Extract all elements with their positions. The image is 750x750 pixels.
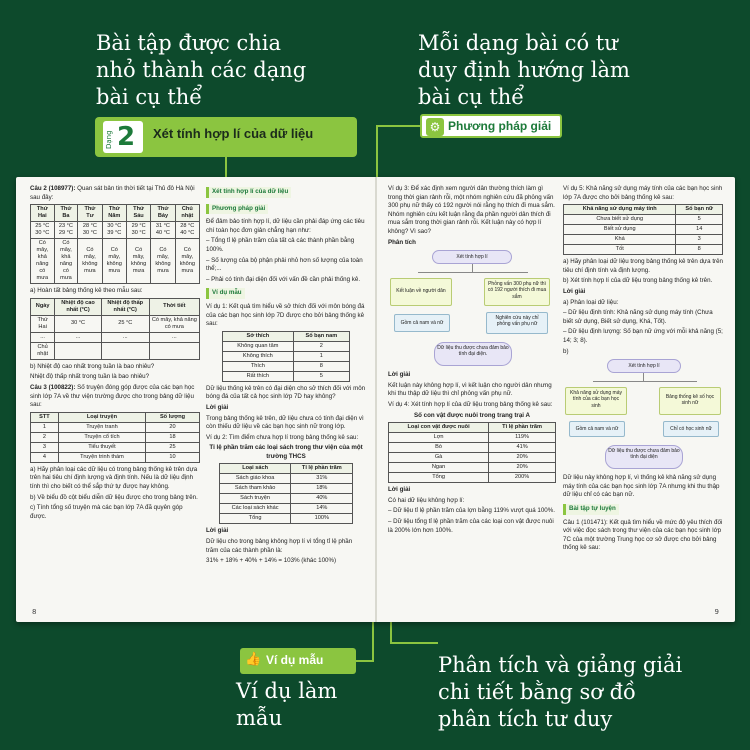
table-cell: 28 °C 30 °C bbox=[78, 222, 102, 239]
diagram-node: Nghiên cứu này chỉ phỏng vấn phụ nữ bbox=[486, 312, 548, 334]
connector-method-h bbox=[376, 125, 420, 127]
question-text: Quan sát bản tin thời tiết tại Thủ đô Hà Nội sau đây: bbox=[30, 185, 195, 201]
table-cell: Biết sử dụng bbox=[564, 225, 676, 235]
table-cell: Thứ Hai bbox=[31, 315, 55, 332]
method-label-box bbox=[420, 114, 562, 138]
question-title: Câu 3 (100822): bbox=[30, 383, 76, 391]
table-cell: 25 °C 30 °C bbox=[31, 222, 55, 239]
table-cell: Tốt bbox=[564, 245, 676, 255]
table-cell: Truyện tranh bbox=[58, 422, 145, 432]
table-cell: 25 °C bbox=[101, 315, 149, 332]
table-cell: 41% bbox=[489, 443, 556, 453]
connector-analysis-h bbox=[390, 642, 438, 644]
table-cell bbox=[101, 342, 149, 359]
paragraph: Nhiệt độ thấp nhất trong tuần là bao nhiêu? bbox=[30, 373, 150, 381]
table-cell: Ngan bbox=[389, 463, 489, 473]
mini-banner: Xét tính hợp lí của dữ liệu bbox=[206, 187, 291, 198]
question-title: Câu 2 (108977): bbox=[30, 185, 76, 192]
paragraph: Kết luận này không hợp lí, vì kết luận cho người dân nhưng khi thu thập dữ liệu thì chỉ phỏng vấn phụ nữ. bbox=[388, 381, 552, 398]
table-cell: 40% bbox=[291, 494, 353, 504]
table-cell: Có mây, không mưa bbox=[175, 239, 199, 284]
table-cell: 1 bbox=[293, 351, 349, 361]
method-heading: Phương pháp giải bbox=[206, 204, 268, 215]
paragraph: a) Hãy phân loại dữ liệu trong bảng thống kê trên dựa trên tiêu chí định tính và định lượng. bbox=[563, 258, 723, 274]
table-cell: Số lượng bbox=[146, 412, 200, 422]
table-cell: Nhiệt độ thấp nhất (°C) bbox=[101, 298, 149, 315]
paragraph: Ví dụ 5: Khả năng sử dụng máy tính của các bạn học sinh lớp 7A được cho bởi bảng thống kê sau: bbox=[563, 185, 723, 201]
book-spread bbox=[16, 177, 735, 622]
table-cell: 5 bbox=[293, 371, 349, 381]
table-cell: Rất thích bbox=[223, 371, 294, 381]
paragraph: a) Hoàn tất bảng thống kê theo mẫu sau: bbox=[30, 287, 143, 295]
paragraph: – Tổng tỉ lệ phần trăm của tất cả các thành phần bằng 100%. bbox=[206, 237, 355, 253]
table-cell: Có mây, không mưa bbox=[126, 239, 150, 284]
example-heading: Ví dụ mẫu bbox=[206, 288, 245, 299]
paragraph: – Dữ liệu tỉ lệ phần trăm của lợn bằng 119% vượt quá 100%. bbox=[388, 507, 555, 515]
page-number: 9 bbox=[714, 608, 719, 616]
books-table bbox=[219, 463, 353, 524]
table-cell: 2 bbox=[293, 341, 349, 351]
table-cell: Số bạn nữ bbox=[676, 205, 723, 215]
diagram-node: Bảng thống kê số học sinh nữ bbox=[659, 387, 721, 415]
table-cell: Không thích bbox=[223, 351, 294, 361]
table-cell bbox=[55, 342, 102, 359]
type-number: 2 bbox=[117, 122, 136, 152]
table-cell: Khả năng sử dụng máy tính bbox=[564, 205, 676, 215]
table-cell: Chủ nhật bbox=[31, 342, 55, 359]
table-cell: STT bbox=[31, 412, 59, 422]
diagram-arrow bbox=[472, 264, 473, 272]
table-cell: Lợn bbox=[389, 433, 489, 443]
table-cell: Sách truyện bbox=[219, 494, 291, 504]
farm-table bbox=[388, 422, 556, 483]
paragraph: Dữ liệu này không hợp lí, vì thống kê khả năng sử dụng máy tính của các bạn học sinh lớp 7A nhưng khi thu thập dữ liệu chỉ có các bạn nữ. bbox=[563, 474, 720, 499]
table-cell: Có mây, không mưa bbox=[102, 239, 126, 284]
table-cell: Có mây, khả năng có mưa bbox=[31, 239, 55, 284]
table-cell: Thứ Hai bbox=[31, 205, 55, 222]
table-cell: Chưa biết sử dụng bbox=[564, 215, 676, 225]
table-cell: 4 bbox=[31, 452, 59, 462]
gear-icon: ⚙ bbox=[426, 118, 444, 136]
table-cell: 31% bbox=[291, 474, 353, 484]
solution-heading: Lời giải bbox=[388, 486, 411, 494]
table-cell: ... bbox=[149, 332, 199, 342]
paragraph: 31% + 18% + 40% + 14% = 103% (khác 100%) bbox=[206, 557, 337, 565]
table-cell: 23 °C 29 °C bbox=[54, 222, 78, 239]
paragraph: – Dữ liệu định lượng: Số bạn nữ ứng với mỗi khả năng (5; 14; 3; 8). bbox=[563, 328, 723, 344]
diagram-node: Gồm cả nam và nữ bbox=[394, 314, 450, 332]
table-cell: ... bbox=[55, 332, 102, 342]
callout-analysis: Phân tích và giảng giải chi tiết bằng sơ đồ phân tích tư duy bbox=[438, 653, 683, 731]
table-cell: 14% bbox=[291, 504, 353, 514]
table-title: Tỉ lệ phần trăm các loại sách trong thư viện của một trường THCS bbox=[209, 444, 363, 460]
table-cell: ... bbox=[31, 332, 55, 342]
table-cell: 5 bbox=[676, 215, 723, 225]
practice-heading: Bài tập tự luyện bbox=[563, 504, 619, 515]
callout-method: Mỗi dạng bài có tư duy định hướng làm bài cụ thể bbox=[418, 31, 630, 109]
table-cell: Tiểu thuyết bbox=[58, 442, 145, 452]
paragraph: a) Phân loại dữ liệu: bbox=[563, 298, 619, 306]
paragraph: Dữ liệu cho trong bảng không hợp lí vì tổng tỉ lệ phần trăm của các thành phần là: bbox=[206, 538, 353, 554]
table-cell: 29 °C 30 °C bbox=[126, 222, 150, 239]
diagram-node: Dữ liệu thu được chưa đảm bảo tính đại diện. bbox=[434, 342, 512, 366]
table-cell: 20% bbox=[489, 463, 556, 473]
example-label-box bbox=[240, 648, 356, 674]
connector-example-h bbox=[356, 660, 374, 662]
summary-table bbox=[30, 298, 200, 360]
paragraph: b) Xét tính hợp lí của dữ liệu trong bảng thống kê trên. bbox=[563, 277, 713, 285]
table-cell bbox=[149, 342, 199, 359]
solution-heading: Lời giải bbox=[563, 287, 586, 295]
table-cell: 18% bbox=[291, 484, 353, 494]
table-cell: Gà bbox=[389, 453, 489, 463]
computer-skill-table bbox=[563, 204, 723, 255]
exercise-type-banner bbox=[95, 117, 357, 157]
type-tag bbox=[103, 121, 143, 153]
paragraph: Trong bảng thống kê trên, dữ liệu chưa có tính đại diện vì còn thiếu dữ liệu về các bạn học sinh nữ trong lớp. bbox=[206, 414, 364, 431]
table-cell: Thứ Năm bbox=[102, 205, 126, 222]
table-cell: 3 bbox=[676, 235, 723, 245]
weather-table bbox=[30, 204, 200, 284]
table-cell: Thứ Tư bbox=[78, 205, 102, 222]
paragraph: b) Nhiệt độ cao nhất trong tuần là bao nhiêu? bbox=[30, 362, 155, 370]
table-cell: 20% bbox=[489, 453, 556, 463]
example-label: Ví dụ mẫu bbox=[266, 653, 324, 667]
table-cell: 20 bbox=[146, 422, 200, 432]
diagram-node: Khả năng sử dụng máy tính của các bạn học sinh bbox=[565, 387, 627, 415]
table-cell: Chủ nhật bbox=[175, 205, 199, 222]
paragraph: – Dữ liệu định tính: Khả năng sử dụng máy tính (Chưa biết sử dụng, Biết sử dụng, Khá, Tốt). bbox=[563, 309, 713, 325]
paragraph: c) Tính tổng số truyện mà các bạn lớp 7A đã quyên góp được. bbox=[30, 504, 183, 520]
paragraph: Ví dụ 4: Xét tính hợp lí của dữ liệu trong bảng thống kê sau: bbox=[388, 400, 553, 408]
table-cell: Nhiệt độ cao nhất (°C) bbox=[55, 298, 102, 315]
table-cell: ... bbox=[101, 332, 149, 342]
solution-heading: Lời giải bbox=[206, 403, 229, 411]
table-cell: Tổng bbox=[389, 473, 489, 483]
table-title: Số con vật được nuôi trong trang trại A bbox=[414, 411, 530, 419]
table-cell: 30 °C 39 °C bbox=[102, 222, 126, 239]
table-cell: Các loại sách khác bbox=[219, 504, 291, 514]
table-cell: Bò bbox=[389, 443, 489, 453]
stories-table bbox=[30, 412, 200, 463]
analysis-diagram bbox=[388, 250, 556, 368]
diagram-node: Kết luận về người dân bbox=[390, 278, 452, 306]
left-page-col bbox=[30, 185, 200, 523]
table-cell: Sách tham khảo bbox=[219, 484, 291, 494]
paragraph: b) Về biểu đồ cột biểu diễn dữ liệu được cho trong bảng trên. bbox=[30, 493, 198, 501]
table-cell: Loại sách bbox=[219, 464, 291, 474]
table-cell: Thứ Sáu bbox=[126, 205, 150, 222]
diagram-node: Xét tính hợp lí bbox=[607, 359, 681, 373]
table-cell: 1 bbox=[31, 422, 59, 432]
diagram-node: Chỉ có học sinh nữ bbox=[663, 421, 719, 437]
table-cell: 3 bbox=[31, 442, 59, 452]
page-number: 8 bbox=[32, 608, 37, 616]
table-cell: Có mây, không mưa bbox=[151, 239, 175, 284]
banner-title: Xét tính hợp lí của dữ liệu bbox=[153, 126, 314, 141]
diagram-node: Dữ liệu thu được chưa đảm bảo tính đại diện bbox=[605, 445, 683, 469]
diagram-arrow bbox=[593, 381, 697, 382]
diagram-arrow bbox=[418, 272, 528, 273]
table-cell: 18 bbox=[146, 432, 200, 442]
callout-example: Ví dụ làm mẫu bbox=[236, 679, 338, 730]
diagram-arrow bbox=[643, 373, 644, 381]
paragraph: Có hai dữ liệu không hợp lí: bbox=[388, 496, 465, 504]
table-cell: 200% bbox=[489, 473, 556, 483]
table-cell: Thời tiết bbox=[149, 298, 199, 315]
book-gutter bbox=[375, 177, 377, 622]
table-cell: Số bạn nam bbox=[293, 331, 349, 341]
football-table bbox=[222, 331, 350, 382]
table-cell: 31 °C 40 °C bbox=[151, 222, 175, 239]
table-cell: Thứ Ba bbox=[54, 205, 78, 222]
table-cell: Loại con vật được nuôi bbox=[389, 423, 489, 433]
paragraph: Để đảm bảo tính hợp lí, dữ liệu cần phải đáp ứng các tiêu chí toàn học đơn giản chẳng hạn như: bbox=[206, 218, 365, 234]
type-tag-label: Dạng bbox=[105, 130, 113, 149]
table-cell: Thứ Bảy bbox=[151, 205, 175, 222]
table-cell: 100% bbox=[291, 514, 353, 524]
table-cell: Sách giáo khoa bbox=[219, 474, 291, 484]
table-cell: Truyện trinh thám bbox=[58, 452, 145, 462]
diagram-node: Gồm cả nam và nữ bbox=[569, 421, 625, 437]
right-page-col-2 bbox=[563, 185, 723, 555]
table-cell: Ngày bbox=[31, 298, 55, 315]
table-cell: 14 bbox=[676, 225, 723, 235]
table-cell: Không quan tâm bbox=[223, 341, 294, 351]
table-cell: 119% bbox=[489, 433, 556, 443]
table-cell: Có mây, khả năng có mưa bbox=[54, 239, 78, 284]
diagram-node: Phỏng vấn 300 phụ nữ thì có 192 người thích đi mua sắm bbox=[484, 278, 550, 306]
table-cell: 30 °C bbox=[55, 315, 102, 332]
table-cell: 8 bbox=[676, 245, 723, 255]
paragraph: Ví dụ 3: Để xác định xem người dân thường thích làm gì trong thời gian rảnh rỗi, một nhóm nghiên cứu đã phỏng vấn 300 phụ nữ thấy có 192 người nói rằng họ thích đi mua sắm. Nhóm nghiên cứu kết luận rằng đa phần người dân thích đi mua sắm trong thời gian rảnh rỗi. Kết luận này có hợp lí không? Vì sao? bbox=[388, 185, 555, 235]
paragraph: Câu 1 (101471): Kết quả tìm hiểu về mức độ yêu thích đối với việc đọc sách trong thư viện của các bạn học sinh lớp 7C của một trường Trung học cơ sở được cho bởi bảng thống kê sau: bbox=[563, 518, 723, 552]
table-cell: Tổng bbox=[219, 514, 291, 524]
left-page-col-2 bbox=[206, 185, 366, 568]
paragraph: – Phải có tính đại diện đối với vấn đề cần phải thống kê. bbox=[206, 275, 361, 283]
table-cell: Khá bbox=[564, 235, 676, 245]
solution-heading: Lời giải bbox=[388, 371, 411, 379]
table-cell: 28 °C 40 °C bbox=[175, 222, 199, 239]
question-text: Số truyện đóng góp được của các bạn học sinh lớp 7A về thư viện trường được cho trong bảng dữ liệu sau: bbox=[30, 383, 195, 409]
paragraph: a) Hãy phân loại các dữ liệu có trong bảng thống kê trên dựa trên hai tiêu chí định lượng và định tính. Nếu là dữ liệu định tính thì cho biết có thể sắp thứ tự được hay không. bbox=[30, 465, 198, 490]
table-cell: 10 bbox=[146, 452, 200, 462]
paragraph: Dữ liệu thống kê trên có đại diện cho sở thích đối với môn bóng đá của tất cả học sinh lớp 7D hay không? bbox=[206, 384, 366, 401]
analysis-heading: Phân tích bbox=[388, 238, 416, 246]
paragraph: Ví dụ 2: Tìm điểm chưa hợp lí trong bảng thống kê sau: bbox=[206, 433, 359, 441]
analysis-diagram-2 bbox=[563, 359, 723, 471]
table-cell: Tỉ lệ phần trăm bbox=[291, 464, 353, 474]
thumbs-up-icon: 👍 bbox=[245, 652, 262, 667]
table-cell: 25 bbox=[146, 442, 200, 452]
table-cell: Truyện cổ tích bbox=[58, 432, 145, 442]
table-cell: 2 bbox=[31, 432, 59, 442]
diagram-node: Xét tính hợp lí bbox=[432, 250, 512, 264]
table-cell: Thích bbox=[223, 361, 294, 371]
paragraph: Ví dụ 1: Kết quả tìm hiểu về sở thích đối với môn bóng đá của các bạn học sinh lớp 7D được cho bởi bảng thống kê sau: bbox=[206, 302, 365, 328]
table-cell: Có mây, không mưa bbox=[78, 239, 102, 284]
table-cell: Loại truyện bbox=[58, 412, 145, 422]
method-label: Phương pháp giải bbox=[448, 119, 552, 133]
right-page-col bbox=[388, 185, 556, 537]
callout-exercise-types: Bài tập được chia nhỏ thành các dạng bài cụ thể bbox=[96, 31, 307, 109]
paragraph: – Dữ liệu tổng tỉ lệ phần trăm của các loại con vật được nuôi là 200% lớn hơn 100%. bbox=[388, 517, 554, 534]
table-cell: Có mây, khả năng có mưa bbox=[149, 315, 199, 332]
table-cell: Sở thích bbox=[223, 331, 294, 341]
table-cell: Tỉ lệ phần trăm bbox=[489, 423, 556, 433]
paragraph: b) bbox=[563, 347, 569, 355]
solution-heading: Lời giải bbox=[206, 527, 229, 535]
table-cell: 8 bbox=[293, 361, 349, 371]
paragraph: – Số lượng của bộ phận phải nhỏ hơn số lượng của toàn thể;... bbox=[206, 256, 363, 273]
